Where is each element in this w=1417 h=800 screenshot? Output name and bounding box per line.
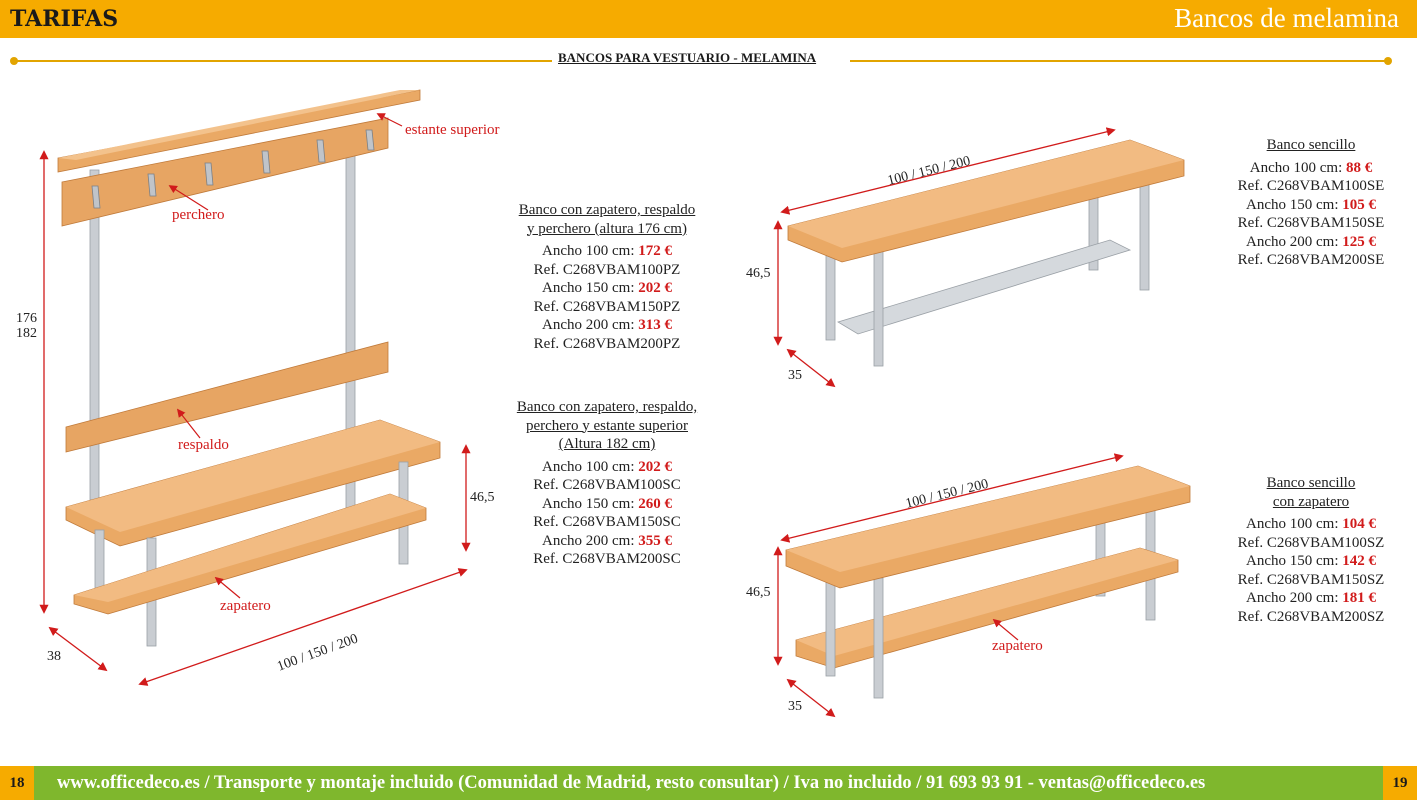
price-row xyxy=(1214,233,1408,252)
dim-depth-simple: 35 xyxy=(788,368,802,383)
product-block-estante xyxy=(496,398,718,569)
product-ref: Ref. C268VBAM200SC xyxy=(533,551,681,567)
price-value: 125 € xyxy=(1342,233,1376,250)
product-ref: Ref. C268VBAM200SE xyxy=(1237,252,1385,268)
product-title: con zapatero xyxy=(1272,493,1350,510)
price-label: Ancho 100 cm: xyxy=(1249,159,1346,176)
product-title: Banco sencillo xyxy=(1266,137,1356,153)
price-row xyxy=(496,458,718,477)
section-title: TARIFAS xyxy=(10,6,119,32)
product-ref: Ref. C268VBAM150SE xyxy=(1237,215,1385,231)
price-value: 260 € xyxy=(638,495,672,512)
price-label: Ancho 200 cm: xyxy=(1246,590,1343,606)
dim-height-182: 182 xyxy=(16,326,37,341)
price-row xyxy=(1214,159,1408,178)
dim-height-simple: 46,5 xyxy=(746,266,771,281)
product-title: (Altura 182 cm) xyxy=(558,436,656,452)
product-ref: Ref. C268VBAM150PZ xyxy=(533,298,681,315)
price-row xyxy=(496,279,718,298)
price-label: Ancho 150 cm: xyxy=(1246,196,1343,213)
product-ref: Ref. C268VBAM150SC xyxy=(533,514,681,530)
price-value: 104 € xyxy=(1342,516,1376,532)
price-row xyxy=(1214,552,1408,571)
product-title: Banco sencillo xyxy=(1266,475,1356,491)
product-block-sencillo xyxy=(1214,136,1408,270)
category-title: Bancos de melamina xyxy=(1174,3,1399,33)
product-block-sencillo-zapatero xyxy=(1214,474,1408,626)
product-ref: Ref. C268VBAM100SC xyxy=(533,477,681,493)
footer-contact[interactable]: www.officedeco.es / Transporte y montaje incluido (Comunidad de Madrid, resto consultar) / Iva no incluido / 91 693 93 91 - ventas@officedeco.es xyxy=(57,773,1206,793)
price-row xyxy=(1214,515,1408,534)
price-row xyxy=(1214,196,1408,215)
price-value: 355 € xyxy=(638,532,672,549)
price-row xyxy=(496,495,718,514)
price-label: Ancho 200 cm: xyxy=(1246,233,1343,250)
price-value: 202 € xyxy=(638,280,672,296)
product-title: Banco con zapatero, respaldo xyxy=(518,202,696,218)
price-value: 142 € xyxy=(1342,553,1376,569)
price-label: Ancho 150 cm: xyxy=(542,495,639,512)
price-row xyxy=(496,316,718,335)
price-value: 105 € xyxy=(1342,196,1376,213)
product-title: y perchero (altura 176 cm) xyxy=(527,220,687,237)
price-value: 88 € xyxy=(1345,159,1373,176)
price-label: Ancho 100 cm: xyxy=(542,458,639,475)
dim-height-176: 176 xyxy=(16,311,37,326)
price-row xyxy=(496,532,718,551)
price-label: Ancho 200 cm: xyxy=(542,532,639,549)
product-ref: Ref. C268VBAM100SE xyxy=(1237,178,1385,194)
price-value: 313 € xyxy=(638,317,672,333)
label-respaldo: respaldo xyxy=(178,437,229,453)
label-zapatero-shoe: zapatero xyxy=(992,638,1043,654)
product-ref: Ref. C268VBAM200PZ xyxy=(533,335,681,352)
price-label: Ancho 150 cm: xyxy=(1246,553,1343,569)
subheader-title: BANCOS PARA VESTUARIO - MELAMINA xyxy=(558,50,817,65)
label-zapatero: zapatero xyxy=(220,598,271,614)
label-perchero: perchero xyxy=(172,207,225,223)
price-row xyxy=(496,242,718,261)
bench-with-shoe-rack xyxy=(778,456,1190,716)
page-number-left: 18 xyxy=(0,766,34,800)
product-ref: Ref. C268VBAM100SZ xyxy=(1237,534,1385,551)
price-label: Ancho 200 cm: xyxy=(542,317,639,333)
dim-width: 100 / 150 / 200 xyxy=(275,631,361,675)
product-ref: Ref. C268VBAM100PZ xyxy=(533,261,681,278)
price-label: Ancho 150 cm: xyxy=(542,280,639,296)
label-estante: estante superior xyxy=(405,122,500,138)
bench-with-coat-rack xyxy=(44,90,466,684)
dim-width-shoe: 100 / 150 / 200 xyxy=(904,476,990,512)
price-label: Ancho 100 cm: xyxy=(542,243,639,259)
price-row xyxy=(1214,589,1408,608)
dim-depth-shoe: 35 xyxy=(788,699,802,714)
dim-seat-height: 46,5 xyxy=(470,490,495,505)
simple-bench xyxy=(778,130,1184,386)
dim-width-simple: 100 / 150 / 200 xyxy=(886,153,972,189)
price-value: 172 € xyxy=(638,243,672,259)
price-value: 202 € xyxy=(638,458,672,475)
dim-height-shoe: 46,5 xyxy=(746,585,771,600)
product-block-perchero xyxy=(496,201,718,353)
dim-depth: 38 xyxy=(47,649,61,664)
product-ref: Ref. C268VBAM150SZ xyxy=(1237,571,1385,588)
product-title: Banco con zapatero, respaldo, xyxy=(516,399,698,415)
footer-bar xyxy=(0,766,1417,800)
product-ref: Ref. C268VBAM200SZ xyxy=(1237,608,1385,625)
price-label: Ancho 100 cm: xyxy=(1246,516,1343,532)
page-number-right: 19 xyxy=(1383,766,1417,800)
product-title: perchero y estante superior xyxy=(525,417,688,434)
price-value: 181 € xyxy=(1342,590,1376,606)
